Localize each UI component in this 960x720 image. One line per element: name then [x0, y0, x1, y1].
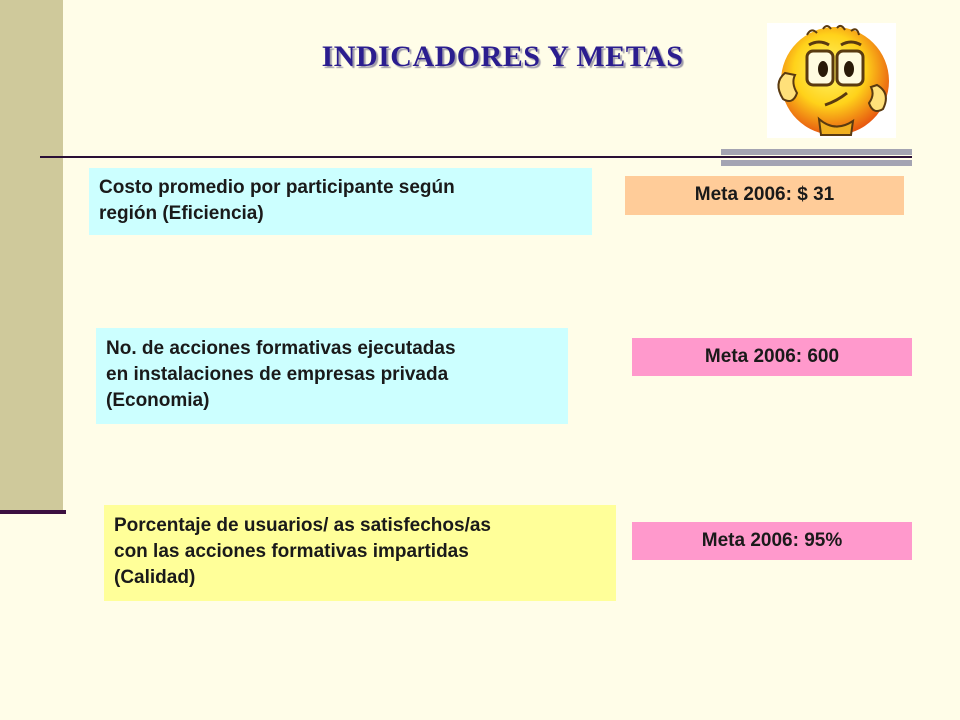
indicator-line: (Calidad) — [114, 567, 196, 588]
divider-accent-bottom — [721, 160, 912, 166]
indicator-line: en instalaciones de empresas privada — [106, 364, 449, 385]
indicator-box-economy — [96, 328, 568, 424]
indicator-line: Costo promedio por participante según — [99, 177, 455, 198]
indicator-line: (Economia) — [106, 390, 210, 411]
title-divider — [40, 156, 912, 158]
thinking-face-icon — [767, 23, 896, 138]
indicator-line: con las acciones formativas impartidas — [114, 541, 469, 562]
indicator-box-quality — [104, 505, 616, 601]
indicator-line: No. de acciones formativas ejecutadas — [106, 338, 456, 359]
goal-box-efficiency: Meta 2006: $ 31 — [625, 176, 904, 215]
indicator-box-efficiency — [89, 168, 592, 235]
slide-title: INDICADORES Y METAS — [321, 40, 684, 73]
indicator-line: región (Eficiencia) — [99, 203, 264, 224]
indicator-line: Porcentaje de usuarios/ as satisfechos/as — [114, 515, 492, 536]
goal-box-economy: Meta 2006: 600 — [632, 338, 912, 376]
goal-box-quality: Meta 2006: 95% — [632, 522, 912, 560]
divider-accent-top — [721, 149, 912, 155]
side-bar — [0, 0, 63, 512]
side-bar-line — [0, 510, 66, 514]
